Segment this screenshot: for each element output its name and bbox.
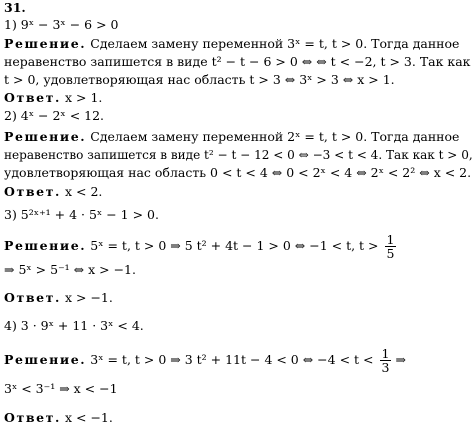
fraction [385,233,397,260]
p2-answer [4,184,102,200]
implies-arrow: ⇒ [395,352,406,367]
answer-value: x > −1. [64,290,113,305]
solution-text: 3ˣ = t, t > 0 ⇒ 3 t² + 11t − 4 < 0 ⇔ −4 < t < [90,352,374,367]
p2-solution-line-3: удовлетворяющая нас область 0 < t < 4 ⇔ 0 < 2ˣ < 4 ⇔ 2ˣ < 2² ⇔ x < 2. [4,165,472,180]
fraction [380,347,392,374]
p2-solution-line-1 [4,129,459,145]
solution-label: Решение. [4,36,87,51]
p4-answer [4,410,113,426]
p3-solution-line-2: ⇒ 5ˣ > 5⁻¹ ⇔ x > −1. [4,262,136,277]
p1-statement: 1) 9ˣ − 3ˣ − 6 > 0 [4,17,119,32]
fraction-numerator: 1 [381,346,390,361]
p4-statement: 4) 3 · 9ˣ + 11 · 3ˣ < 4. [4,318,144,333]
p2-solution-line-2: неравенство запишется в виде t² − t − 12 < 0 ⇔ −3 < t < 4. Так как t > 0, [4,148,473,162]
answer-label: Ответ. [4,290,61,305]
p2-statement: 2) 4ˣ − 2ˣ < 12. [4,108,105,123]
answer-label: Ответ. [4,184,61,199]
fraction-denominator: 5 [386,246,395,261]
solution-label: Решение. [4,352,87,367]
solution-text: 5ˣ = t, t > 0 ⇒ 5 t² + 4t − 1 > 0 ⇔ −1 < t, t > [90,238,379,253]
answer-value: x < −1. [64,410,113,425]
answer-value: x < 2. [64,184,103,199]
solution-label: Решение. [4,129,87,144]
solution-text: Сделаем замену переменной 2ˣ = t, t > 0. Тогда данное [90,129,460,144]
problem-number: 31. [4,0,26,15]
p4-solution-line-2: 3ˣ < 3⁻¹ ⇒ x < −1 [4,381,118,396]
answer-value: x > 1. [64,90,103,105]
p3-answer [4,290,113,306]
solution-label: Решение. [4,238,87,253]
answer-label: Ответ. [4,410,61,425]
p4-solution-line-1 [4,347,406,374]
solution-text: Сделаем замену переменной 3ˣ = t, t > 0. Тогда данное [90,36,460,51]
p3-statement: 3) 5²ˣ⁺¹ + 4 · 5ˣ − 1 > 0. [4,207,159,222]
p1-answer [4,90,102,106]
p1-solution-line-3: t > 0, удовлетворяющая нас область t > 3 ⇔ 3ˣ > 3 ⇔ x > 1. [4,72,395,87]
fraction-numerator: 1 [386,232,395,247]
p1-solution-line-2: неравенство запишется в виде t² − t − 6 > 0 ⇔ ⇔ t < −2, t > 3. Так как [4,54,471,69]
answer-label: Ответ. [4,90,61,105]
p1-solution-line-1 [4,36,459,52]
p3-solution-line-1 [4,233,396,260]
fraction-denominator: 3 [381,360,390,375]
